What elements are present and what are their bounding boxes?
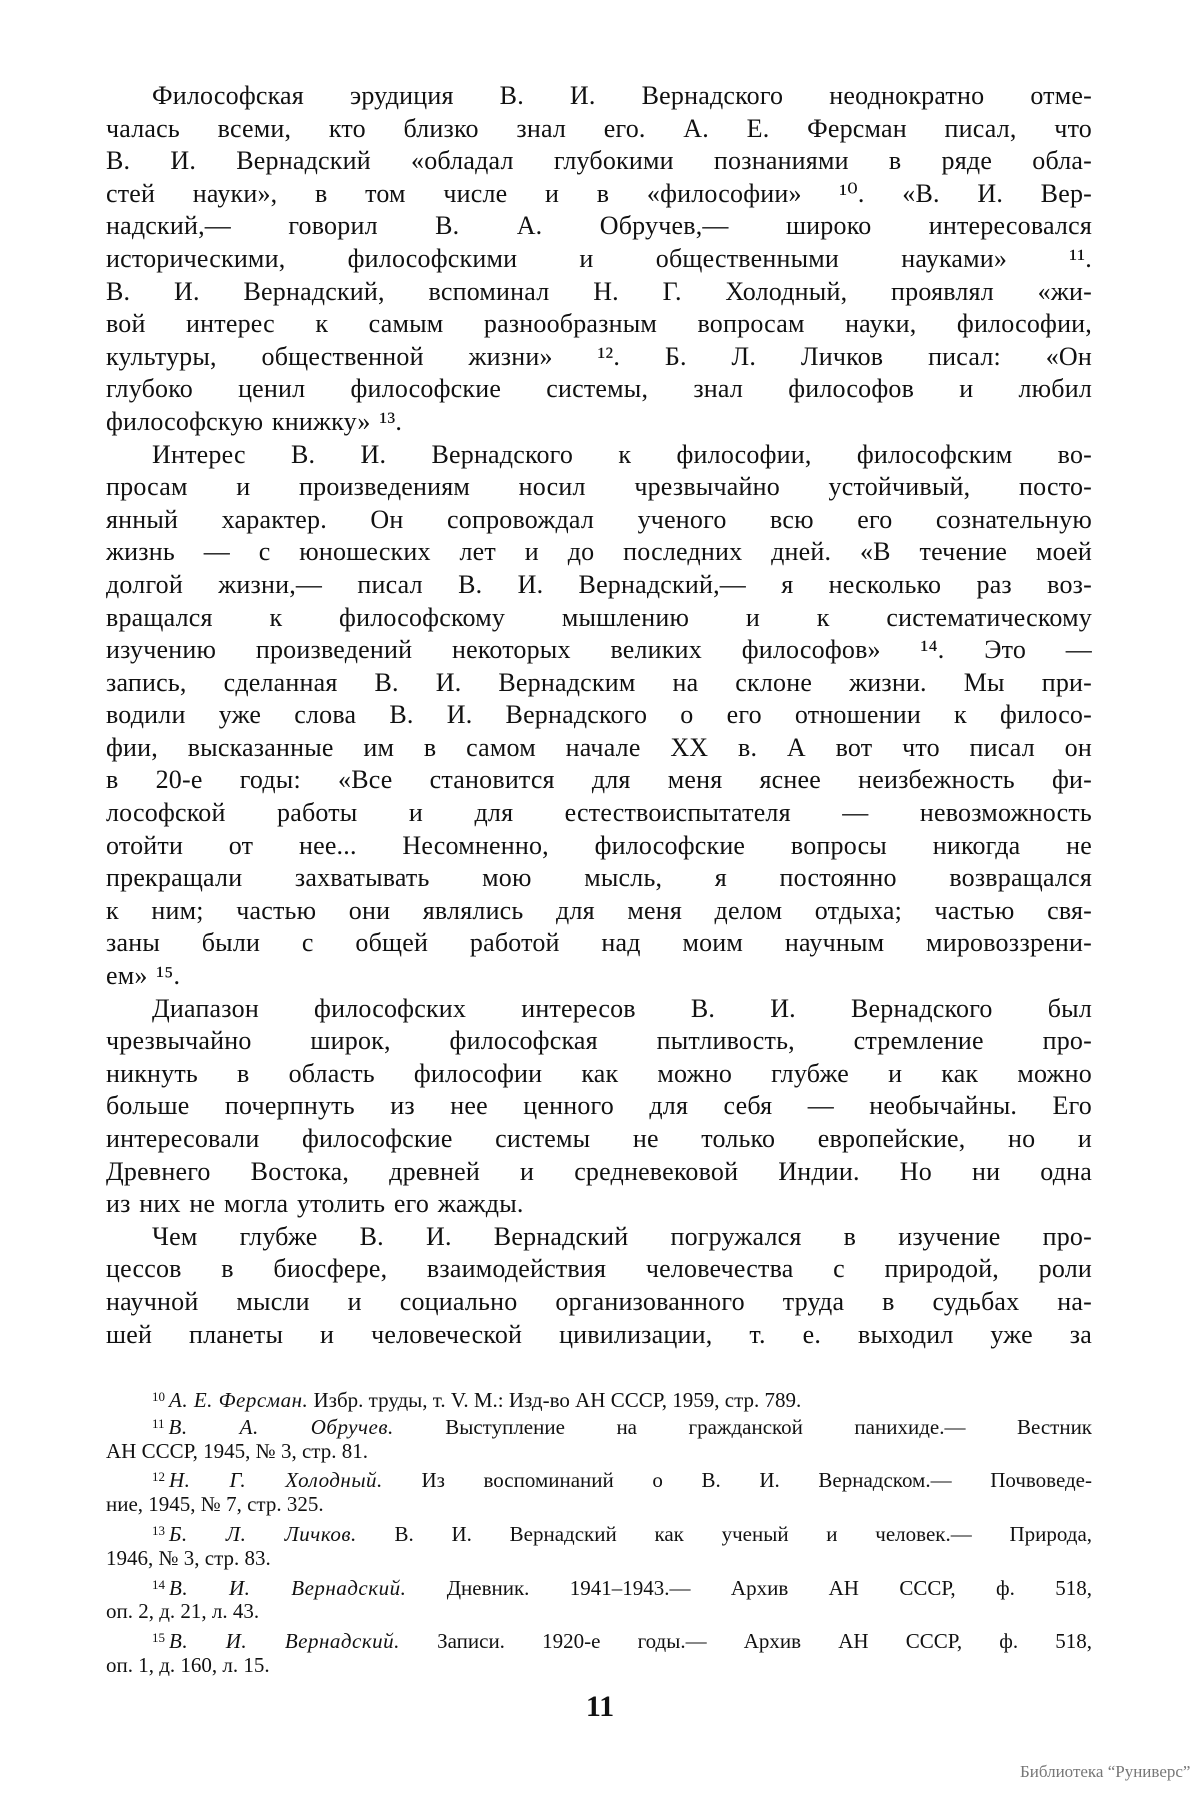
footnote-line: 1946, № 3, стр. 83. (106, 1545, 271, 1570)
text-line: цессов в биосфере, взаимодействия человечества с природой, роли (106, 1254, 1092, 1284)
text-line: стей науки», в том числе и в «философии» ¹⁰. «В. И. Вер- (106, 178, 1092, 208)
paragraph (106, 80, 1092, 439)
paragraph (106, 993, 1092, 1221)
paragraph (106, 439, 1092, 993)
text-line: Философская эрудиция В. И. Вернадского неоднократно отме- (152, 81, 1092, 110)
library-watermark: Библиотека “Руниверс” (1020, 1762, 1191, 1781)
footnote-number: 13 (152, 1522, 165, 1538)
text-line: никнуть в область философии как можно глубже и как можно (106, 1058, 1092, 1088)
paragraph (106, 1221, 1092, 1351)
text-line: жизнь — с юношеских лет и до последних дней. «В течение моей (106, 537, 1092, 567)
footnote (106, 1411, 1092, 1465)
text-line: янный характер. Он сопровождал ученого всю его сознательную (106, 504, 1092, 534)
footnote-text: Из воспоминаний о В. И. Вернадском.— Почвоведе- (421, 1468, 1092, 1493)
footnote-line: оп. 1, д. 160, л. 15. (106, 1652, 270, 1677)
footnote-number: 11 (152, 1415, 165, 1431)
footnote-text: Записи. 1920-е годы.— Архив АН СССР, ф. 518, (437, 1629, 1093, 1654)
footnote-line (106, 1384, 1092, 1411)
text-line: интересовали философские системы не только европейские, но и (106, 1124, 1092, 1153)
text-line: культуры, общественной жизни» ¹². Б. Л. Личков писал: «Он (106, 341, 1092, 371)
footnote (106, 1625, 1092, 1679)
footnote-author: В. И. Вернадский. (169, 1575, 407, 1600)
text-line: заны были с общей работой над моим научным мировоззрени- (106, 928, 1092, 958)
footnote-line (106, 1625, 1092, 1652)
footnote-number: 14 (152, 1576, 165, 1592)
text-line: чрезвычайно широк, философская пытливость, стремление про- (106, 1026, 1092, 1056)
footnote-author: В. А. Обручев. (168, 1414, 394, 1439)
text-line: изучению произведений некоторых великих философов» ¹⁴. Это — (106, 635, 1092, 665)
text-line: водили уже слова В. И. Вернадского о его отношении к филосо- (106, 700, 1092, 730)
footnote-author: Н. Г. Холодный. (169, 1468, 383, 1493)
footnote-line (106, 1572, 1092, 1599)
text-line: В. И. Вернадский, вспоминал Н. Г. Холодный, проявлял «жи- (106, 276, 1092, 306)
footnote-author: В. И. Вернадский. (169, 1629, 400, 1654)
footnote-number: 10 (152, 1389, 165, 1404)
footnotes (106, 1384, 1092, 1679)
footnote-line (106, 1518, 1092, 1545)
text-line: лософской работы и для естествоиспытателя — невозможность (106, 798, 1092, 828)
footnote-line (106, 1411, 1092, 1438)
text-line: ем» ¹⁵. (106, 961, 181, 991)
page-number: 11 (585, 1690, 615, 1723)
main-text (106, 80, 1092, 1351)
text-line: больше почерпнуть из нее ценного для себя — необычайны. Его (106, 1091, 1092, 1121)
text-line: В. И. Вернадский «обладал глубокими познаниями в ряде обла- (106, 146, 1092, 176)
footnote-line: ние, 1945, № 7, стр. 325. (106, 1492, 324, 1517)
footnote-author: А. Е. Ферсман. (169, 1388, 309, 1412)
text-line: научной мысли и социально организованного труда в судьбах на- (106, 1286, 1092, 1316)
footnote-text: Дневник. 1941–1943.— Архив АН СССР, ф. 518, (446, 1575, 1093, 1600)
footnote-number: 15 (152, 1630, 165, 1646)
footnote-line: АН СССР, 1945, № 3, стр. 81. (106, 1438, 368, 1463)
text-line: вой интерес к самым разнообразным вопросам науки, философии, (106, 309, 1092, 339)
footnote-text: Выступление на гражданской панихиде.— Вестник (445, 1414, 1093, 1439)
footnote-line (106, 1464, 1092, 1491)
footnote-text: Избр. труды, т. V. М.: Изд-во АН СССР, 1959, стр. 789. (313, 1388, 802, 1412)
footnote (106, 1384, 1092, 1411)
text-line: Чем глубже В. И. Вернадский погружался в изучение про- (152, 1221, 1092, 1251)
text-line: из них не могла утолить его жажды. (106, 1189, 524, 1219)
text-line: философскую книжку» ¹³. (106, 406, 403, 436)
text-line: чалась всеми, кто близко знал его. А. Е. Ферсман писал, что (106, 113, 1092, 143)
text-line: просам и произведениям носил чрезвычайно устойчивый, посто- (106, 472, 1092, 502)
text-line: вращался к философскому мышлению и к систематическому (106, 602, 1092, 632)
text-line: Древнего Востока, древней и средневековой Индии. Но ни одна (106, 1156, 1092, 1186)
text-line: шей планеты и человеческой цивилизации, т. е. выходил уже за (106, 1319, 1092, 1349)
text-line: прекращали захватывать мою мысль, я постоянно возвращался (106, 863, 1092, 893)
text-line: надский,— говорил В. А. Обручев,— широко интересовался (106, 211, 1092, 241)
footnote-number: 12 (152, 1469, 165, 1485)
text-line: Интерес В. И. Вернадского к философии, философским во- (152, 439, 1092, 469)
footnote-line: оп. 2, д. 21, л. 43. (106, 1599, 260, 1624)
text-line: глубоко ценил философские системы, знал философов и любил (106, 374, 1092, 404)
text-line: к ним; частью они являлись для меня делом отдыха; частью свя- (106, 895, 1092, 925)
text-line: долгой жизни,— писал В. И. Вернадский,— я несколько раз воз- (106, 569, 1092, 599)
text-line: запись, сделанная В. И. Вернадским на склоне жизни. Мы при- (106, 667, 1092, 697)
text-line: фии, высказанные им в самом начале XX в. А вот что писал он (106, 732, 1092, 762)
text-line: в 20-е годы: «Все становится для меня яснее неизбежность фи- (106, 765, 1092, 795)
footnote (106, 1518, 1092, 1572)
text-line: Диапазон философских интересов В. И. Вернадского был (152, 993, 1092, 1023)
footnote-text: В. И. Вернадский как ученый и человек.— Природа, (394, 1521, 1093, 1546)
footnote-author: Б. Л. Личков. (169, 1521, 357, 1546)
text-line: историческими, философскими и общественными науками» ¹¹. (106, 243, 1092, 273)
footnote (106, 1572, 1092, 1626)
text-line: отойти от нее... Несомненно, философские вопросы никогда не (106, 830, 1092, 860)
footnote (106, 1464, 1092, 1518)
